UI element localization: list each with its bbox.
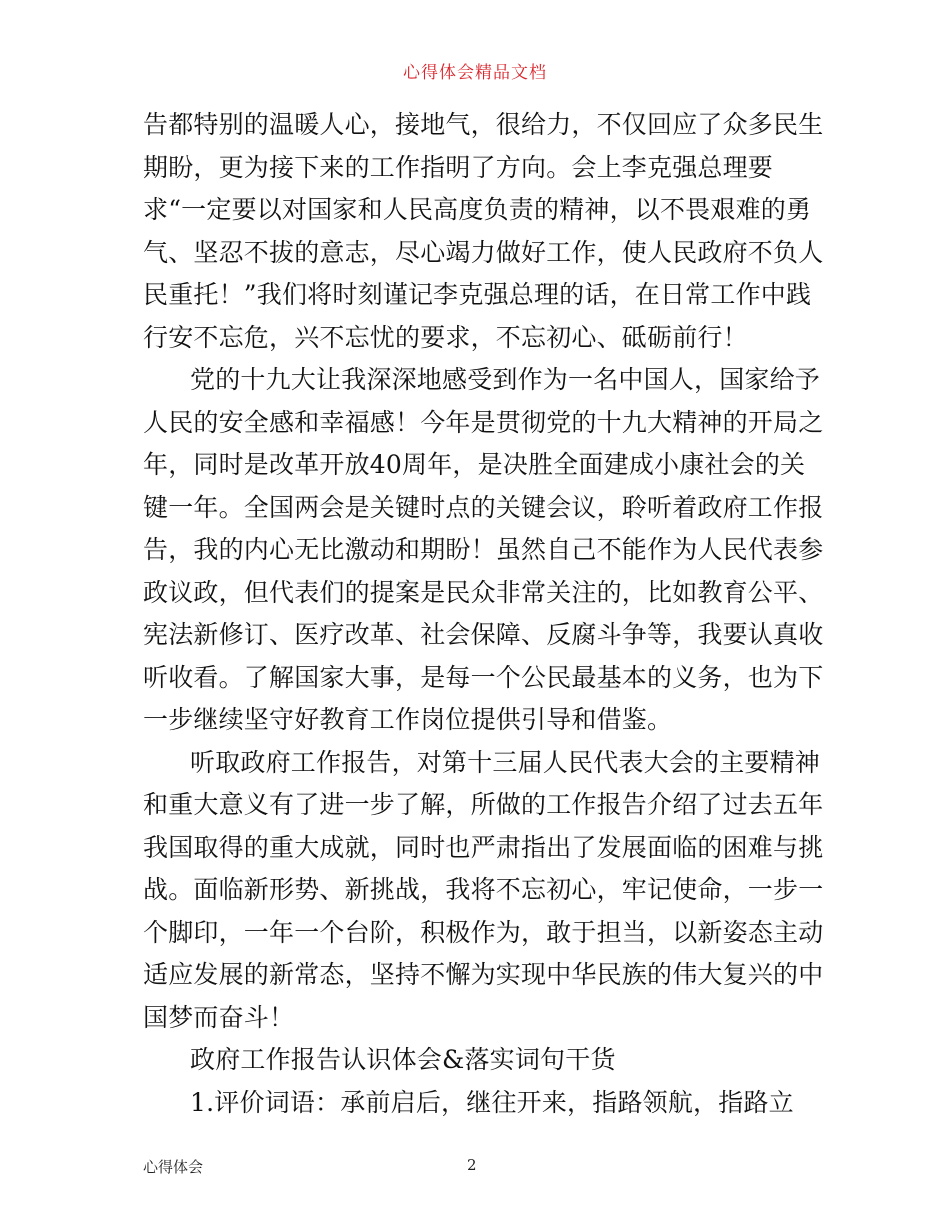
text-line: 告都特别的温暖人心，接地气，很给力，不仅回应了众多民生 <box>143 110 824 139</box>
text-line: 行安不忘危，兴不忘忧的要求，不忘初心、砥砺前行！ <box>143 322 748 352</box>
text-line: 气、坚忍不拔的意志，尽心竭力做好工作，使人民政府不负人 <box>143 237 824 267</box>
text-line: 人民的安全感和幸福感！今年是贯彻党的十九大精神的开局之 <box>143 407 824 437</box>
text-line: 个脚印，一年一个台阶，积极作为，敢于担当，以新姿态主动 <box>143 917 824 947</box>
text-line: 求“一定要以对国家和人民高度负责的精神，以不畏艰难的勇 <box>143 195 812 224</box>
text-line: 听收看。了解国家大事，是每一个公民最基本的义务，也为下 <box>143 662 824 692</box>
document-header-title: 心得体会精品文档 <box>403 63 547 83</box>
paragraph-start-line: 听取政府工作报告，对第十三届人民代表大会的主要精神 <box>190 747 821 777</box>
text-line: 国梦而奋斗！ <box>143 1002 295 1032</box>
document-body <box>143 104 824 1124</box>
text-line: 民重托！”我们将时刻谨记李克强总理的话，在日常工作中践 <box>143 280 812 309</box>
text-line: 战。面临新形势、新挑战，我将不忘初心，牢记使命，一步一 <box>143 875 824 904</box>
text-line: 政议政，但代表们的提案是民众非常关注的，比如教育公平、 <box>143 577 824 607</box>
text-line: 一步继续坚守好教育工作岗位提供引导和借鉴。 <box>143 705 673 734</box>
text-line: 键一年。全国两会是关键时点的关键会议，聆听着政府工作报 <box>143 492 824 522</box>
text-line: 告，我的内心无比激动和期盼！虽然自己不能作为人民代表参 <box>143 535 824 564</box>
text-line: 年，同时是改革开放40周年，是决胜全面建成小康社会的关 <box>143 450 806 479</box>
text-line: 适应发展的新常态，坚持不懈为实现中华民族的伟大复兴的中 <box>143 960 824 989</box>
list-item: 1.评价词语：承前启后，继往开来，指路领航，指路立 <box>190 1087 794 1117</box>
text-line: 我国取得的重大成就，同时也严肃指出了发展面临的困难与挑 <box>143 832 824 862</box>
text-line: 期盼，更为接下来的工作指明了方向。会上李克强总理要 <box>143 152 774 182</box>
section-heading: 政府工作报告认识体会&落实词句干货 <box>190 1045 616 1074</box>
footer-label: 心得体会 <box>143 1158 204 1176</box>
text-line: 和重大意义有了进一步了解，所做的工作报告介绍了过去五年 <box>143 790 824 819</box>
text-line: 宪法新修订、医疗改革、社会保障、反腐斗争等，我要认真收 <box>143 620 824 649</box>
page-number: 2 <box>467 1156 477 1174</box>
paragraph-start-line: 党的十九大让我深深地感受到作为一名中国人，国家给予 <box>190 365 821 394</box>
